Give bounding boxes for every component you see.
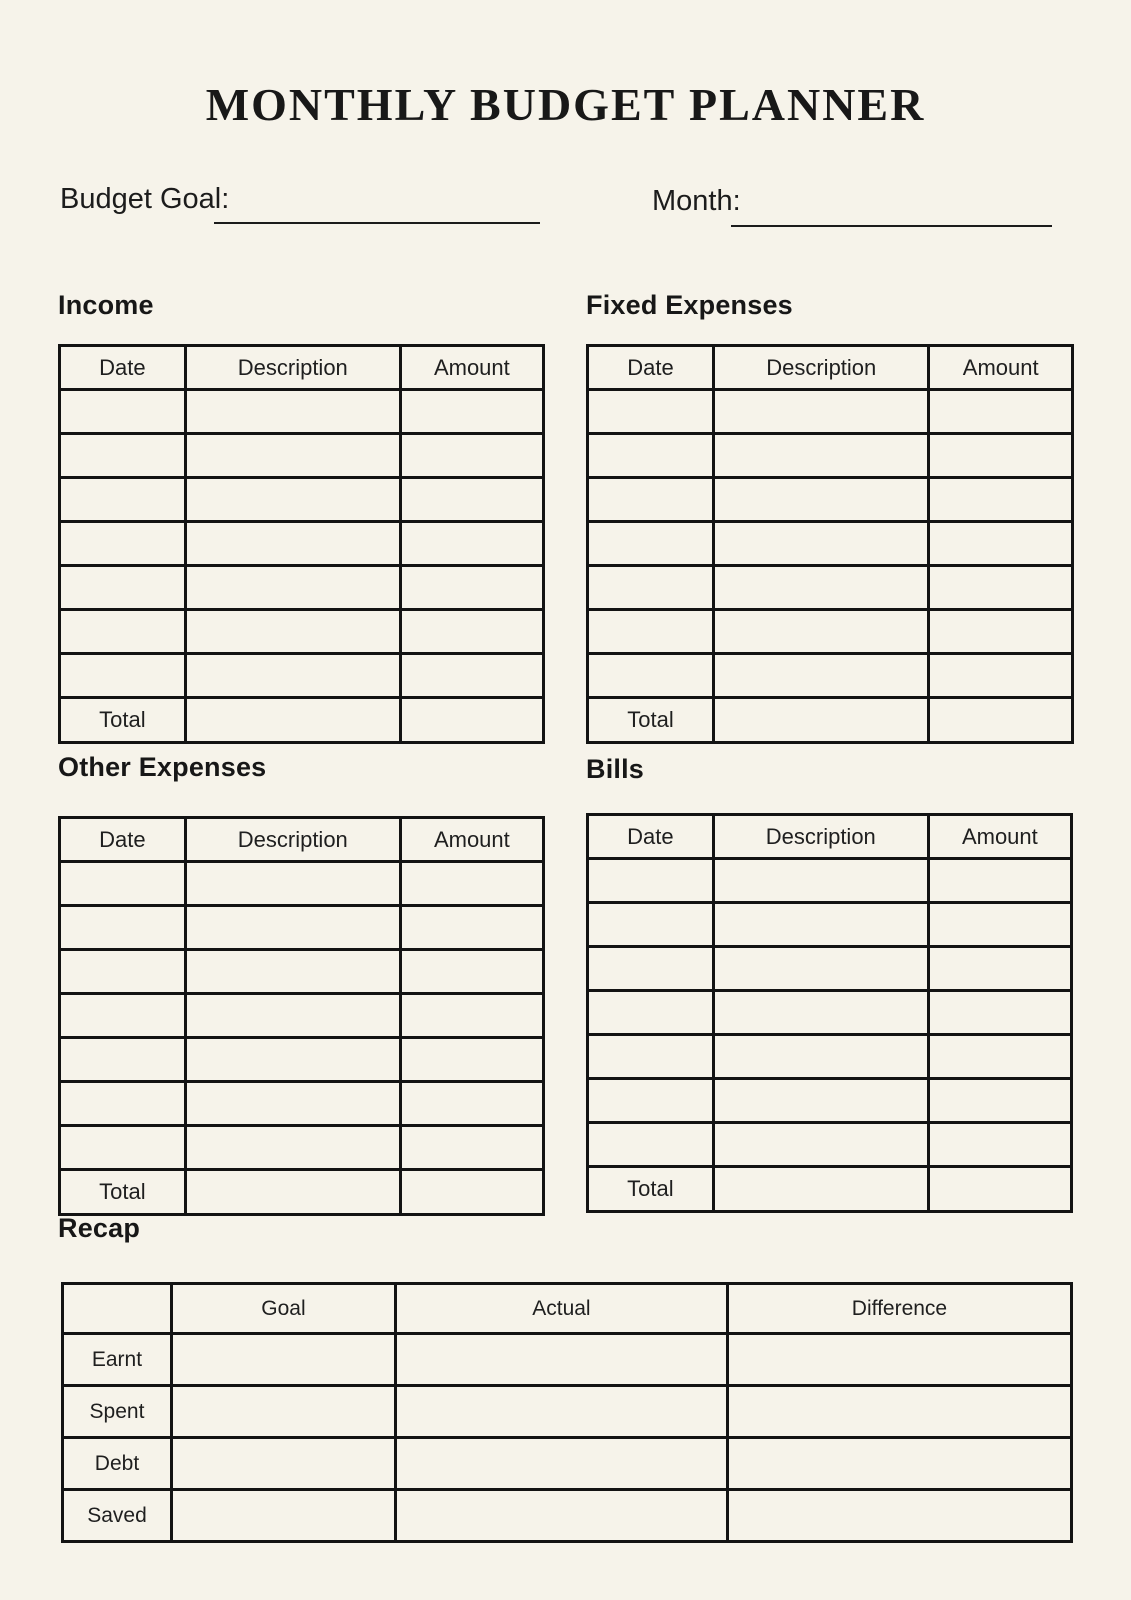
recap-row-label: Earnt (63, 1334, 172, 1386)
table-row (588, 522, 1073, 566)
section-title-recap: Recap (58, 1213, 141, 1243)
description-cell[interactable] (185, 610, 400, 654)
column-header-goal: Goal (171, 1284, 395, 1334)
page-title: MONTHLY BUDGET PLANNER (205, 79, 926, 130)
amount-cell[interactable] (400, 1082, 543, 1126)
column-header-date: Date (588, 815, 714, 859)
amount-cell[interactable] (928, 859, 1071, 903)
budget-goal-label: Budget Goal: (60, 183, 230, 215)
table-header-row (60, 346, 544, 390)
section-title-bills: Bills (586, 754, 645, 784)
total-amount-cell[interactable] (928, 1167, 1071, 1212)
total-label: Total (588, 1167, 714, 1212)
amount-cell[interactable] (400, 950, 543, 994)
table-row (60, 434, 544, 478)
date-cell[interactable] (588, 566, 714, 610)
description-cell[interactable] (185, 478, 400, 522)
actual-cell[interactable] (395, 1438, 727, 1490)
date-cell[interactable] (588, 1123, 714, 1167)
amount-cell[interactable] (400, 566, 543, 610)
description-cell[interactable] (714, 522, 929, 566)
column-header-description: Description (714, 346, 929, 390)
amount-cell[interactable] (400, 522, 543, 566)
date-cell[interactable] (588, 1035, 714, 1079)
recap-row-debt (63, 1438, 1072, 1490)
total-label: Total (588, 698, 714, 743)
amount-cell[interactable] (928, 1123, 1071, 1167)
total-description-cell[interactable] (185, 1170, 400, 1215)
column-header-date: Date (588, 346, 714, 390)
table-row (60, 862, 544, 906)
fixed-expenses-table (586, 344, 1074, 744)
column-header-amount: Amount (928, 815, 1071, 859)
table-row (60, 950, 544, 994)
bills-table (586, 813, 1073, 1213)
recap-header-row (63, 1284, 1072, 1334)
amount-cell[interactable] (400, 994, 543, 1038)
column-header-description: Description (713, 815, 928, 859)
difference-cell[interactable] (727, 1490, 1071, 1542)
difference-cell[interactable] (727, 1386, 1071, 1438)
amount-cell[interactable] (929, 610, 1073, 654)
column-header-date: Date (60, 346, 186, 390)
description-cell[interactable] (185, 522, 400, 566)
table-row (588, 1123, 1072, 1167)
table-row (60, 478, 544, 522)
recap-row-earnt (63, 1334, 1072, 1386)
actual-cell[interactable] (395, 1490, 727, 1542)
table-row (588, 859, 1072, 903)
table-row (60, 1038, 544, 1082)
table-row (588, 947, 1072, 991)
table-row (588, 478, 1073, 522)
description-cell[interactable] (713, 1123, 928, 1167)
income-table (58, 344, 545, 744)
recap-row-label: Debt (63, 1438, 172, 1490)
table-row (60, 654, 544, 698)
date-cell[interactable] (588, 478, 714, 522)
date-cell[interactable] (588, 859, 714, 903)
total-row (588, 1167, 1072, 1212)
table-row (588, 903, 1072, 947)
date-cell[interactable] (588, 991, 714, 1035)
date-cell[interactable] (60, 1038, 186, 1082)
column-header-difference: Difference (727, 1284, 1071, 1334)
description-cell[interactable] (185, 950, 400, 994)
amount-cell[interactable] (929, 478, 1073, 522)
description-cell[interactable] (185, 390, 400, 434)
description-cell[interactable] (185, 906, 400, 950)
date-cell[interactable] (588, 390, 714, 434)
section-title-other-expenses: Other Expenses (58, 752, 267, 782)
amount-cell[interactable] (928, 1079, 1071, 1123)
table-header-row (588, 346, 1073, 390)
column-header-amount: Amount (400, 818, 543, 862)
table-row (588, 390, 1073, 434)
budget-goal-line[interactable] (214, 222, 540, 224)
table-row (60, 390, 544, 434)
column-header-amount: Amount (400, 346, 543, 390)
section-title-fixed-expenses: Fixed Expenses (586, 290, 793, 320)
amount-cell[interactable] (400, 1126, 543, 1170)
total-description-cell[interactable] (185, 698, 400, 743)
total-row (588, 698, 1073, 743)
description-cell[interactable] (714, 610, 929, 654)
goal-cell[interactable] (171, 1334, 395, 1386)
date-cell[interactable] (60, 654, 186, 698)
recap-table (61, 1282, 1073, 1543)
table-row (588, 434, 1073, 478)
date-cell[interactable] (60, 1126, 186, 1170)
total-description-cell[interactable] (713, 1167, 928, 1212)
table-row (60, 1126, 544, 1170)
recap-corner-cell (63, 1284, 172, 1334)
total-row (60, 698, 544, 743)
table-row (60, 906, 544, 950)
goal-cell[interactable] (171, 1386, 395, 1438)
amount-cell[interactable] (929, 522, 1073, 566)
date-cell[interactable] (60, 610, 186, 654)
date-cell[interactable] (588, 1079, 714, 1123)
total-row (60, 1170, 544, 1215)
date-cell[interactable] (60, 390, 186, 434)
description-cell[interactable] (714, 434, 929, 478)
table-row (588, 610, 1073, 654)
description-cell[interactable] (713, 903, 928, 947)
amount-cell[interactable] (929, 654, 1073, 698)
description-cell[interactable] (714, 478, 929, 522)
table-row (60, 610, 544, 654)
amount-cell[interactable] (929, 434, 1073, 478)
goal-cell[interactable] (171, 1490, 395, 1542)
date-cell[interactable] (60, 566, 186, 610)
column-header-date: Date (60, 818, 186, 862)
table-row (60, 566, 544, 610)
description-cell[interactable] (714, 654, 929, 698)
goal-cell[interactable] (171, 1438, 395, 1490)
date-cell[interactable] (60, 478, 186, 522)
date-cell[interactable] (588, 434, 714, 478)
column-header-description: Description (185, 346, 400, 390)
amount-cell[interactable] (929, 390, 1073, 434)
table-row (60, 522, 544, 566)
total-label: Total (60, 698, 186, 743)
section-title-income: Income (58, 290, 154, 320)
month-label: Month: (652, 185, 741, 217)
total-description-cell[interactable] (714, 698, 929, 743)
table-row (588, 566, 1073, 610)
amount-cell[interactable] (928, 1035, 1071, 1079)
month-line[interactable] (731, 225, 1052, 227)
description-cell[interactable] (713, 859, 928, 903)
column-header-description: Description (185, 818, 400, 862)
date-cell[interactable] (60, 1082, 186, 1126)
actual-cell[interactable] (395, 1386, 727, 1438)
difference-cell[interactable] (727, 1438, 1071, 1490)
total-amount-cell[interactable] (929, 698, 1073, 743)
amount-cell[interactable] (928, 903, 1071, 947)
date-cell[interactable] (60, 862, 186, 906)
description-cell[interactable] (713, 1035, 928, 1079)
date-cell[interactable] (60, 434, 186, 478)
recap-row-saved (63, 1490, 1072, 1542)
table-row (588, 654, 1073, 698)
date-cell[interactable] (60, 950, 186, 994)
table-header-row (588, 815, 1072, 859)
column-header-actual: Actual (395, 1284, 727, 1334)
date-cell[interactable] (588, 947, 714, 991)
description-cell[interactable] (185, 654, 400, 698)
table-row (588, 1035, 1072, 1079)
table-row (588, 991, 1072, 1035)
description-cell[interactable] (714, 390, 929, 434)
recap-row-label: Spent (63, 1386, 172, 1438)
amount-cell[interactable] (400, 906, 543, 950)
description-cell[interactable] (185, 1082, 400, 1126)
description-cell[interactable] (713, 991, 928, 1035)
table-row (60, 994, 544, 1038)
column-header-amount: Amount (929, 346, 1073, 390)
date-cell[interactable] (60, 906, 186, 950)
description-cell[interactable] (185, 566, 400, 610)
amount-cell[interactable] (400, 1038, 543, 1082)
date-cell[interactable] (588, 522, 714, 566)
description-cell[interactable] (185, 862, 400, 906)
description-cell[interactable] (714, 566, 929, 610)
description-cell[interactable] (713, 947, 928, 991)
other-expenses-table (58, 816, 545, 1216)
date-cell[interactable] (588, 654, 714, 698)
date-cell[interactable] (588, 610, 714, 654)
recap-row-label: Saved (63, 1490, 172, 1542)
table-header-row (60, 818, 544, 862)
amount-cell[interactable] (929, 566, 1073, 610)
amount-cell[interactable] (928, 947, 1071, 991)
date-cell[interactable] (60, 522, 186, 566)
amount-cell[interactable] (400, 478, 543, 522)
description-cell[interactable] (185, 434, 400, 478)
recap-row-spent (63, 1386, 1072, 1438)
date-cell[interactable] (588, 903, 714, 947)
amount-cell[interactable] (400, 610, 543, 654)
table-row (588, 1079, 1072, 1123)
amount-cell[interactable] (400, 434, 543, 478)
amount-cell[interactable] (400, 390, 543, 434)
amount-cell[interactable] (928, 991, 1071, 1035)
description-cell[interactable] (185, 994, 400, 1038)
description-cell[interactable] (713, 1079, 928, 1123)
table-row (60, 1082, 544, 1126)
amount-cell[interactable] (400, 862, 543, 906)
description-cell[interactable] (185, 1126, 400, 1170)
description-cell[interactable] (185, 1038, 400, 1082)
total-label: Total (60, 1170, 186, 1215)
difference-cell[interactable] (727, 1334, 1071, 1386)
total-amount-cell[interactable] (400, 698, 543, 743)
amount-cell[interactable] (400, 654, 543, 698)
date-cell[interactable] (60, 994, 186, 1038)
actual-cell[interactable] (395, 1334, 727, 1386)
total-amount-cell[interactable] (400, 1170, 543, 1215)
